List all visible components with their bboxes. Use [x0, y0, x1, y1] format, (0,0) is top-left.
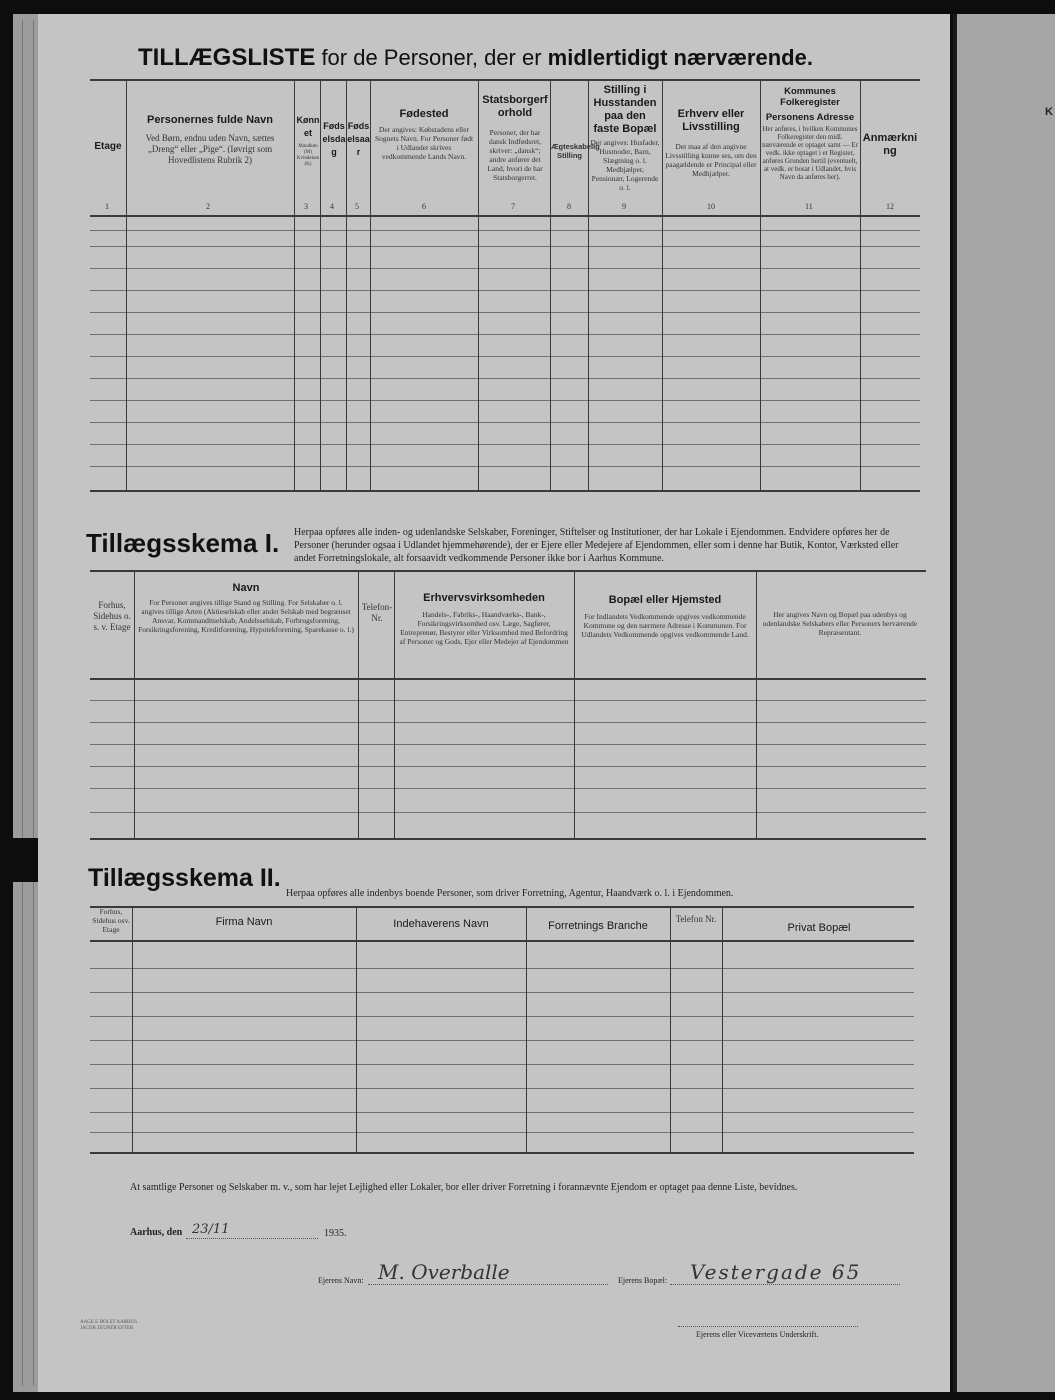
skema-1-header-erhverv: Erhvervsvirksomheden Handels-, Fabriks-, Haandværks-, Bank-, Forsikringsvirksomhed osv. Læge, Sagfører, Entreprenør, Bestyrer eller Virksomhed med Befordring af Personer og Gods, Ejer eller Medejer af Ejendommen	[399, 592, 569, 646]
header-koennet: Kønnet Mandkøn (M) Kvindekøn (K)	[296, 115, 320, 167]
previous-pages-edge-lines	[22, 20, 34, 1386]
next-page-edge	[953, 14, 1055, 1392]
skema-1-header-navn: Navn For Personer angives tillige Stand og Stilling. For Selskaber o. l. angives tillige Arten (Aktieselskab eller andet Selskab med begrænset Ansvar, Kommanditselskab, Andelsselskab, Forbrugsforening, Forsikringsforening, Kreditforening, Hypotekforening, Sparekasse o. l.)	[138, 582, 354, 634]
header-foedselsdag: Fødselsdag	[322, 121, 346, 157]
header-adresse: Kommunes Folkeregister Personens Adresse Her anføres, i hvilken Kommunes Folkeregister den midl. nærværende er optaget samt — Er vedk. ikke optaget i et Register, anføres Grunden hertil (eventuelt, at vedk. er bosat i Udlandet, hvis Navn da anføres her).	[762, 86, 858, 181]
footer-statement: At samtlige Personer og Selskaber m. v., som har lejet Lejlighed eller Lokaler, bor eller driver Forretning i forannævnte Ejendom er optaget paa denne Liste, bevidnes.	[130, 1182, 798, 1193]
skema-2-header-indehaver: Indehaverens Navn	[393, 918, 489, 930]
owner-name-signature: M. Overballe	[378, 1260, 510, 1284]
skema-2-header-firma: Firma Navn	[215, 916, 273, 928]
header-aegteskabelig-stilling: Ægteskabelig Stilling	[551, 142, 600, 160]
page-title: TILLÆGSLISTE for de Personer, der er midlertidigt nærværende.	[138, 44, 813, 71]
form-page: TILLÆGSLISTE for de Personer, der er midlertidigt nærværende. Etage Personernes fulde Navn Ved Børn, endnu uden Navn, sættes „Dreng“ eller „Pige“. (Iøvrigt som Hovedlistens Rubrik 2) Kønnet Mandkøn (M) Kvindekøn (K) Fødselsdag Fødselsaar Fødested Der angives: Købstadens eller Sognets Navn. For Personer født i Udlandet skrives vedkommende Lands Navn. Statsborgerforhold Personer, der har dansk Indfødsret, skriver: „dansk“; andre anfører det Land, hvori de har Statsborgerret. Ægteskabelig Stilling Stilling i Husstanden paa den faste Bopæl Der angives: Husfader, Husmoder, Barn, Slægtning o. l. Medhjælper, Pensionær, Logerende o. l. Erhverv eller Livsstilling Det maa af den angivne Livsstilling kunne ses, om den paagældende er Principal eller Medhjælper. Kommunes Folkeregister Personens Adresse Her anføres, i hvilken Kommunes Folkeregister den midl. nærværende er optaget samt — Er vedk. ikke optaget i et Register, anføres Grunden hertil (eventuelt, at vedk. er bosat i Udlandet, hvis Navn da anføres her). Anmærkning 1 2 3 4 5 6 7 8 9 10 11 12 Tillægsskema I. Herpaa opføres alle inden- og udenlandske Selskaber, Foreninger, Stiftelser og Institutioner, der har Lokale i Ejendommen. Endvidere opføres her de Personer (herunder ogsaa i Udlandet hjemmehørende), der er Ejere eller Medejere af Ejendommen, eller som i denne har Butik, Kontor, Værksted eller andet Forretningslokale, alt forsaavidt vedkommende Personer ikke bor i Aarhus Kommune. Forhus, Sidehus o. s. v. Etage Navn For Personer angives tillige Stand og Stilling. For Selskaber o. l. angives tillige Arten (Aktieselskab eller andet Selskab med begrænset Ansvar, Kommanditselskab, Andelsselskab, Forbrugsforening, Forsikringsforening, Kreditforening, Hypotekforening, Sparekasse o. l.) Telefon-Nr. Erhvervsvirksomheden Handels-, Fabriks-, Haandværks-, Bank-, Forsikringsvirksomhed osv. Læge, Sagfører, Entreprenør, Bestyrer eller Virksomhed med Befordring af Personer og Gods, Ejer eller Medejer af Ejendommen Bopæl eller Hjemsted For Indlandets Vedkommende opgives vedkommende Kommune og den nærmere Adresse i Kommunen. For Udlandets Vedkommende opgives vedkommende Land. Her angives Navn og Bopæl paa udenbys og udenlandske Selskabers eller Personers herværende Repræsentant. Tillægsskema II. Herpaa opføres alle indenbys boende Personer, som driver Forretning, Agentur, Haandværk o. l. i Ejendommen. Forhus, Sidehus osv. Etage Firma Navn Indehaverens Navn Forretnings Branche Telefon Nr. Privat Bopæl At samtlige Personer og Selskaber m. v., som har lejet Lejlighed eller Lokaler, bor eller driver Forretning i forannævnte Ejendom er optaget paa denne Liste, bevidnes. Aarhus, den 23/11 1935. Ejerens Navn: M. Overballe Ejerens Bopæl: Vestergade 65 Ejerens eller Viceværtens Underskrift. AAGE E HOLST AARHUS JACOB ZEUNER EFTER	[38, 14, 950, 1392]
header-statsborgerforhold: Statsborgerforhold Personer, der har dansk Indfødsret, skriver: „dansk“; andre anfører det Land, hvori de har Statsborgerret.	[482, 94, 548, 182]
owner-name-label: Ejerens Navn:	[318, 1276, 364, 1285]
skema-2-header-branche: Forretnings Branche	[548, 920, 648, 932]
skema-2-header-telefon: Telefon Nr.	[675, 914, 717, 924]
header-etage: Etage	[94, 141, 122, 152]
header-foedselsaar: Fødselsaar	[347, 121, 370, 157]
header-anmaerkning: Anmærkning	[862, 132, 918, 157]
skema-2-title: Tillægsskema II.	[88, 864, 281, 892]
skema-2-description: Herpaa opføres alle indenbys boende Personer, som driver Forretning, Agentur, Haandværk o. l. i Ejendommen.	[286, 888, 734, 899]
header-erhverv: Erhverv eller Livsstilling Det maa af den angivne Livsstilling kunne ses, om den paagældende er Principal eller Medhjælper.	[665, 108, 757, 178]
skema-1-title: Tillægsskema I.	[86, 528, 280, 558]
header-navn: Personernes fulde Navn Ved Børn, endnu uden Navn, sættes „Dreng“ eller „Pige“. (Iøvrigt som Hovedlistens Rubrik 2)	[145, 114, 275, 165]
footer-year: 1935.	[324, 1228, 347, 1239]
footer-city: Aarhus, den	[130, 1227, 183, 1238]
skema-2-header-privat-bopael: Privat Bopæl	[787, 922, 851, 934]
skema-1-description: Herpaa opføres alle inden- og udenlandske Selskaber, Foreninger, Stiftelser og Institutioner, der har Lokale i Ejendommen. Endvidere opføres her de Personer (herunder ogsaa i Udlandet hjemmehørende), der er Ejere eller Medejere af Ejendommen, eller som i denne har Butik, Kontor, Værksted eller andet Forretningslokale, alt forsaavidt vedkommende Personer ikke bor i Aarhus Kommune.	[294, 527, 899, 564]
signature-caption: Ejerens eller Viceværtens Underskrift.	[696, 1330, 819, 1339]
skema-1-header-bopael: Bopæl eller Hjemsted For Indlandets Vedkommende opgives vedkommende Kommune og den nærmere Adresse i Kommunen. For Udlandets Vedkommende opgives vedkommende Land.	[581, 594, 749, 639]
footer-date: 23/11	[192, 1222, 230, 1237]
skema-2-header-etage: Forhus, Sidehus osv. Etage	[92, 907, 130, 934]
owner-address-label: Ejerens Bopæl:	[618, 1276, 668, 1285]
next-page-letter: K	[1045, 106, 1053, 118]
skema-1-header-repraesentant: Her angives Navn og Bopæl paa udenbys og udenlandske Selskabers eller Personers herværende Repræsentant.	[762, 610, 918, 637]
owner-address-signature: Vestergade 65	[690, 1260, 862, 1284]
header-foedested: Fødested Der angives: Købstadens eller Sognets Navn. For Personer født i Udlandet skrives vedkommende Lands Navn.	[374, 108, 474, 161]
skema-1-header-etage: Forhus, Sidehus o. s. v. Etage	[93, 600, 131, 632]
printer-imprint: AAGE E HOLST AARHUS JACOB ZEUNER EFTER	[80, 1320, 137, 1331]
header-stilling-husstanden: Stilling i Husstanden paa den faste Bopæl Der angives: Husfader, Husmoder, Barn, Slægtning o. l. Medhjælper, Pensionær, Logerende o. l.	[590, 84, 660, 192]
skema-1-header-telefon: Telefon-Nr.	[361, 602, 393, 623]
